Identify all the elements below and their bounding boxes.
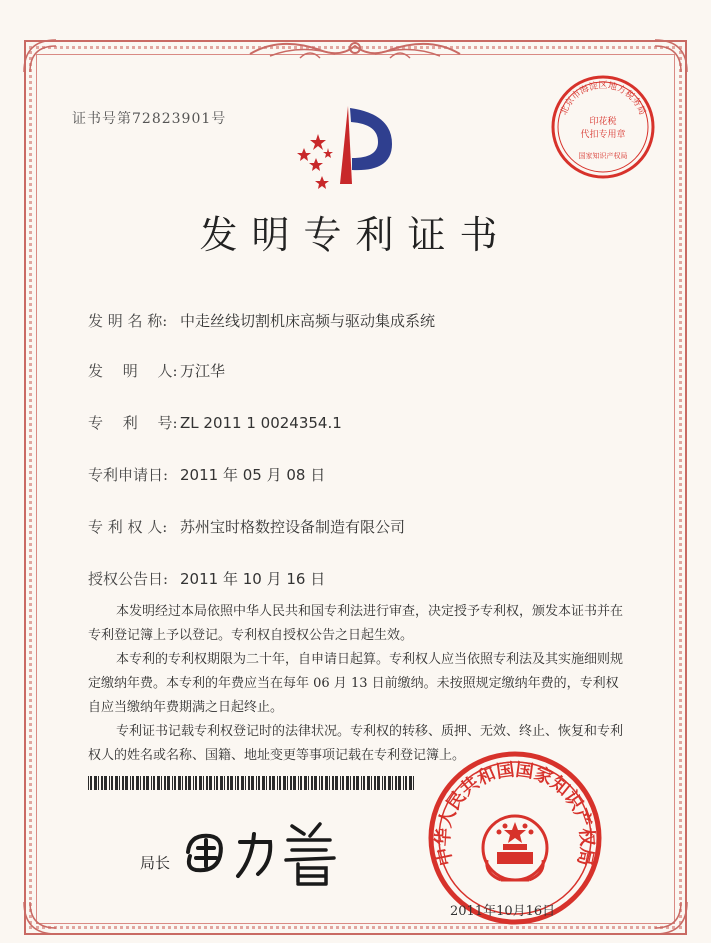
top-ornament bbox=[240, 36, 470, 66]
tax-stamp-seal bbox=[548, 72, 658, 182]
certificate-number-value: 72823901号 bbox=[132, 111, 227, 127]
barcode-bar bbox=[109, 776, 110, 790]
barcode-bar bbox=[143, 776, 145, 790]
barcode-bar bbox=[332, 776, 334, 790]
body-paragraph: 专利证书记载专利权登记时的法律状况。专利权的转移、质押、无效、终止、恢复和专利权人的姓名或名称、国籍、地址变更等事项记载在专利登记簿上。 bbox=[88, 724, 624, 763]
barcode-bar bbox=[251, 776, 254, 790]
corner-ornament-top-right bbox=[653, 38, 689, 74]
barcode-bar bbox=[151, 776, 152, 790]
barcode-bar bbox=[178, 776, 181, 790]
barcode-bar bbox=[119, 776, 120, 790]
barcode-bar bbox=[203, 776, 204, 790]
field-value: 中走丝线切割机床高频与驱动集成系统 bbox=[180, 312, 436, 330]
tax-seal-line: 国家知识产权局 bbox=[578, 152, 628, 160]
barcode-bar bbox=[220, 776, 223, 790]
barcode-bar bbox=[258, 776, 260, 790]
corner-ornament-bottom-right bbox=[653, 900, 689, 936]
barcode-bar bbox=[279, 776, 281, 790]
barcode-bar bbox=[241, 776, 244, 790]
certificate-number bbox=[72, 108, 226, 128]
barcode-bar bbox=[216, 776, 218, 790]
barcode-bar bbox=[88, 776, 89, 790]
barcode-bar bbox=[235, 776, 236, 790]
barcode-bar bbox=[224, 776, 225, 790]
director-signature bbox=[180, 812, 350, 892]
barcode-bar bbox=[193, 776, 194, 790]
barcode-bar bbox=[237, 776, 239, 790]
body-paragraph: 本发明经过本局依照中华人民共和国专利法进行审查，决定授予专利权，颁发本证书并在专利登记簿上予以登记。专利权自授权公告之日起生效。 bbox=[88, 604, 624, 643]
field-patentee bbox=[88, 516, 405, 537]
barcode-bar bbox=[277, 776, 278, 790]
barcode-bar bbox=[230, 776, 233, 790]
barcode-bar bbox=[115, 776, 118, 790]
field-value: 苏州宝时格数控设备制造有限公司 bbox=[180, 518, 406, 536]
director-title: 局长 bbox=[140, 854, 171, 872]
barcode-bar bbox=[329, 776, 330, 790]
field-grant-date bbox=[88, 568, 325, 589]
field-label: 发 明 人: bbox=[88, 362, 178, 380]
seal-date: 2011年10月16日 bbox=[450, 904, 556, 919]
field-value: 2011 年 05 月 08 日 bbox=[180, 466, 326, 484]
barcode-bar bbox=[111, 776, 113, 790]
barcode-bar bbox=[182, 776, 183, 790]
barcode-bar bbox=[340, 776, 341, 790]
barcode-bar bbox=[140, 776, 141, 790]
barcode-bar bbox=[157, 776, 160, 790]
barcode-bar bbox=[350, 776, 351, 790]
barcode-bar bbox=[314, 776, 317, 790]
barcode-bar bbox=[335, 776, 338, 790]
barcode-bar bbox=[227, 776, 229, 790]
field-label: 专 利 权 人: bbox=[88, 518, 168, 536]
barcode-bar bbox=[164, 776, 166, 790]
corner-ornament-top-left bbox=[22, 38, 58, 74]
barcode-bar bbox=[101, 776, 103, 790]
barcode-bar bbox=[382, 776, 383, 790]
field-invention-name bbox=[88, 310, 435, 331]
barcode-bar bbox=[374, 776, 376, 790]
barcode-bar bbox=[342, 776, 344, 790]
barcode-bar bbox=[367, 776, 370, 790]
barcode-bar bbox=[262, 776, 265, 790]
barcode-bar bbox=[206, 776, 208, 790]
barcode-bar bbox=[136, 776, 139, 790]
certificate-title: 发明专利证书 bbox=[199, 213, 512, 257]
barcode-bar bbox=[290, 776, 292, 790]
field-patent-number bbox=[88, 412, 342, 433]
barcode-bar bbox=[405, 776, 407, 790]
barcode-bar bbox=[214, 776, 215, 790]
barcode-bar bbox=[94, 776, 97, 790]
barcode-bar bbox=[384, 776, 386, 790]
barcode-bar bbox=[172, 776, 173, 790]
barcode-bar bbox=[98, 776, 99, 790]
barcode-bar bbox=[371, 776, 372, 790]
field-value: ZL 2011 1 0024354.1 bbox=[180, 414, 342, 432]
barcode-bar bbox=[209, 776, 212, 790]
barcode-bar bbox=[287, 776, 288, 790]
field-label: 专利申请日: bbox=[88, 466, 169, 484]
svg-text:北京市海淀区地方税务局 bbox=[557, 79, 648, 116]
barcode-bar bbox=[146, 776, 149, 790]
tax-seal-line: 代扣专用章 bbox=[580, 130, 626, 140]
barcode-bar bbox=[188, 776, 191, 790]
seal-arc-text: 中华人民共和国国家知识产权局 bbox=[432, 759, 598, 868]
barcode-bar bbox=[185, 776, 187, 790]
field-value: 万江华 bbox=[180, 362, 226, 380]
barcode-bar bbox=[395, 776, 397, 790]
barcode-bar bbox=[248, 776, 250, 790]
barcode-bar bbox=[325, 776, 328, 790]
barcode-bar bbox=[308, 776, 309, 790]
barcode-bar bbox=[161, 776, 162, 790]
barcode-bar bbox=[256, 776, 257, 790]
barcode-bar bbox=[272, 776, 275, 790]
barcode-bar bbox=[153, 776, 155, 790]
barcode bbox=[88, 776, 418, 790]
barcode-bar bbox=[346, 776, 349, 790]
barcode-bar bbox=[353, 776, 355, 790]
field-inventor bbox=[88, 360, 225, 381]
field-label: 授权公告日: bbox=[88, 570, 169, 588]
barcode-bar bbox=[283, 776, 286, 790]
tax-seal-arc-text: 北京市海淀区地方税务局 bbox=[559, 81, 647, 117]
barcode-bar bbox=[304, 776, 307, 790]
field-label: 发 明 名 称: bbox=[88, 312, 168, 330]
barcode-bar bbox=[361, 776, 362, 790]
barcode-bar bbox=[403, 776, 404, 790]
barcode-bar bbox=[293, 776, 296, 790]
barcode-bar bbox=[125, 776, 128, 790]
barcode-bar bbox=[195, 776, 197, 790]
field-application-date bbox=[88, 464, 325, 485]
barcode-bar bbox=[392, 776, 393, 790]
barcode-bar bbox=[266, 776, 267, 790]
tax-seal-line: 印花税 bbox=[589, 117, 617, 127]
body-paragraph: 本专利的专利权期限为二十年，自申请日起算。专利权人应当依照专利法及其实施细则规定缴纳年费。本专利的年费应当在每年 06 月 13 日前缴纳。未按照规定缴纳年费的，专利权自应当缴纳年费期满之日起终止。 bbox=[88, 652, 624, 715]
barcode-bar bbox=[356, 776, 359, 790]
barcode-bar bbox=[130, 776, 131, 790]
barcode-bar bbox=[321, 776, 323, 790]
barcode-bar bbox=[413, 776, 414, 790]
barcode-bar bbox=[122, 776, 124, 790]
field-label: 专 利 号: bbox=[88, 414, 178, 432]
barcode-bar bbox=[104, 776, 107, 790]
barcode-bar bbox=[388, 776, 391, 790]
barcode-bar bbox=[245, 776, 246, 790]
barcode-bar bbox=[377, 776, 380, 790]
patent-office-emblem-icon bbox=[288, 100, 408, 196]
barcode-bar bbox=[132, 776, 134, 790]
barcode-bar bbox=[311, 776, 313, 790]
barcode-bar bbox=[363, 776, 365, 790]
certificate-number-label: 证书号第 bbox=[72, 111, 132, 127]
barcode-bar bbox=[199, 776, 202, 790]
barcode-bar bbox=[298, 776, 299, 790]
barcode-bar bbox=[300, 776, 302, 790]
certificate-body bbox=[88, 600, 628, 768]
barcode-bar bbox=[90, 776, 92, 790]
barcode-bar bbox=[409, 776, 412, 790]
corner-ornament-bottom-left bbox=[22, 900, 58, 936]
barcode-bar bbox=[319, 776, 320, 790]
barcode-bar bbox=[167, 776, 170, 790]
barcode-bar bbox=[269, 776, 271, 790]
field-value: 2011 年 10 月 16 日 bbox=[180, 570, 326, 588]
barcode-bar bbox=[398, 776, 401, 790]
barcode-bar bbox=[174, 776, 176, 790]
